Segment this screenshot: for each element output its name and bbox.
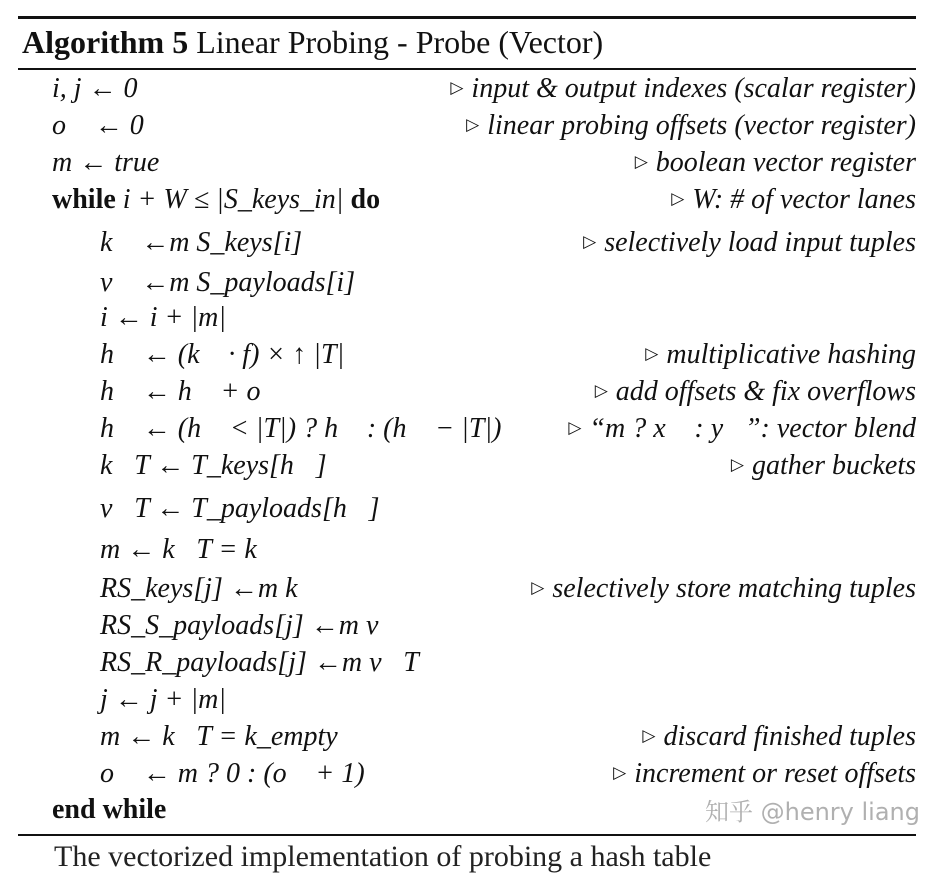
expression: m ← k⃗T = k_empty [100,721,338,752]
comment [635,147,916,179]
code-text [52,110,144,142]
expression: v⃗ ←m S_payloads[i] [100,267,356,298]
code-text [100,376,282,408]
code-text [52,794,166,826]
code-text [100,684,226,716]
algorithm-line [0,647,946,684]
algorithm-line [0,721,946,758]
code-text [100,647,419,679]
triangle-icon: ▷ [613,763,627,782]
comment-text: linear probing offsets (vector register) [487,110,916,141]
comment [531,573,916,605]
code-text [52,73,138,105]
expression: h⃗ ← (h⃗ < |T|) ? h⃗ : (h⃗ − |T|) [100,413,502,444]
code-text [100,573,319,605]
comment-text: W: # of vector lanes [692,184,916,215]
keyword: do [350,184,381,215]
triangle-icon: ▷ [645,344,659,363]
triangle-icon: ▷ [730,455,744,474]
expression: RS_keys[j] ←m k⃗ [100,573,320,604]
watermark: 知乎 @henry liang [704,798,920,826]
algorithm-line [0,184,946,221]
comment-text: “m ? x⃗ : y⃗”: vector blend [589,413,916,444]
comment-text: selectively load input tuples [604,227,916,258]
code-text [100,758,365,790]
expression: o⃗ ← 0 [52,110,144,141]
comment-text: boolean vector register [655,147,916,178]
expression: j ← j + |m| [100,684,227,715]
algorithm-line [0,227,946,264]
algorithm-line [0,684,946,721]
code-text [100,721,338,753]
comment [583,227,916,259]
code-text [100,534,279,566]
expression: h⃗ ← h⃗ + o⃗ [100,376,283,407]
triangle-icon: ▷ [583,232,597,251]
expression: i + W ≤ |S_keys_in| [115,184,351,215]
expression: RS_S_payloads[j] ←m v⃗ [100,610,401,641]
expression: m ← true [52,147,160,178]
algorithm-line [0,493,946,530]
code-text [52,184,380,216]
triangle-icon: ▷ [594,381,608,400]
following-paragraph: The vectorized implementation of probing a hash table [54,840,712,873]
expression: v⃗T ← T_payloads[h⃗] [100,493,380,524]
keyword: end while [52,794,167,825]
algorithm-line [0,73,946,110]
algorithm-line [0,110,946,147]
comment [450,73,916,105]
triangle-icon: ▷ [466,115,480,134]
bottom-rule [18,834,916,836]
comment [568,413,916,445]
code-text [100,450,327,482]
comment [671,184,916,216]
algorithm-title [22,24,603,61]
title-rule [18,68,916,70]
comment-text: discard finished tuples [663,721,916,752]
triangle-icon: ▷ [671,189,685,208]
expression: RS_R_payloads[j] ←m v⃗T [100,647,419,678]
expression: k⃗T ← T_keys[h⃗] [100,450,327,481]
algorithm-line [0,339,946,376]
expression: h⃗ ← (k⃗ · f) × ↑ |T| [100,339,345,370]
comment-text: gather buckets [751,450,916,481]
algorithm-line [0,147,946,184]
top-rule [18,16,916,19]
algorithm-line [0,610,946,647]
code-text [100,302,226,334]
code-text [100,227,302,259]
comment [731,450,916,482]
comment [613,758,916,790]
comment-text: multiplicative hashing [666,339,916,370]
code-text [100,339,344,371]
triangle-icon: ▷ [642,726,656,745]
expression: k⃗ ←m S_keys[i] [100,227,303,258]
comment-text: selectively store matching tuples [552,573,916,604]
code-text [100,267,355,299]
comment-text: input & output indexes (scalar register) [471,73,916,104]
expression: i ← i + |m| [100,302,227,333]
expression: i, j ← 0 [52,73,138,104]
comment [466,110,916,142]
algorithm-line [0,302,946,339]
triangle-icon: ▷ [531,578,545,597]
keyword: while [52,184,116,215]
algorithm-label: Algorithm 5 [22,24,189,60]
code-text [100,610,400,642]
expression: m ← k⃗T = k⃗ [100,534,279,565]
algorithm-line [0,573,946,610]
comment [645,339,916,371]
code-text [52,147,159,179]
comment [642,721,916,753]
triangle-icon: ▷ [568,418,582,437]
code-text [100,413,501,445]
algorithm-line [0,267,946,304]
algorithm-line [0,450,946,487]
triangle-icon: ▷ [634,152,648,171]
triangle-icon: ▷ [450,78,464,97]
algorithm-line [0,413,946,450]
algorithm-line [0,376,946,413]
algorithm-line [0,534,946,571]
algorithm-line [0,758,946,795]
algorithm-name: Linear Probing - Probe (Vector) [196,24,604,60]
comment [595,376,916,408]
expression: o⃗ ← m ? 0 : (o⃗ + 1) [100,758,365,789]
comment-text: increment or reset offsets [634,758,916,789]
comment-text: add offsets & fix overflows [615,376,916,407]
code-text [100,493,380,525]
